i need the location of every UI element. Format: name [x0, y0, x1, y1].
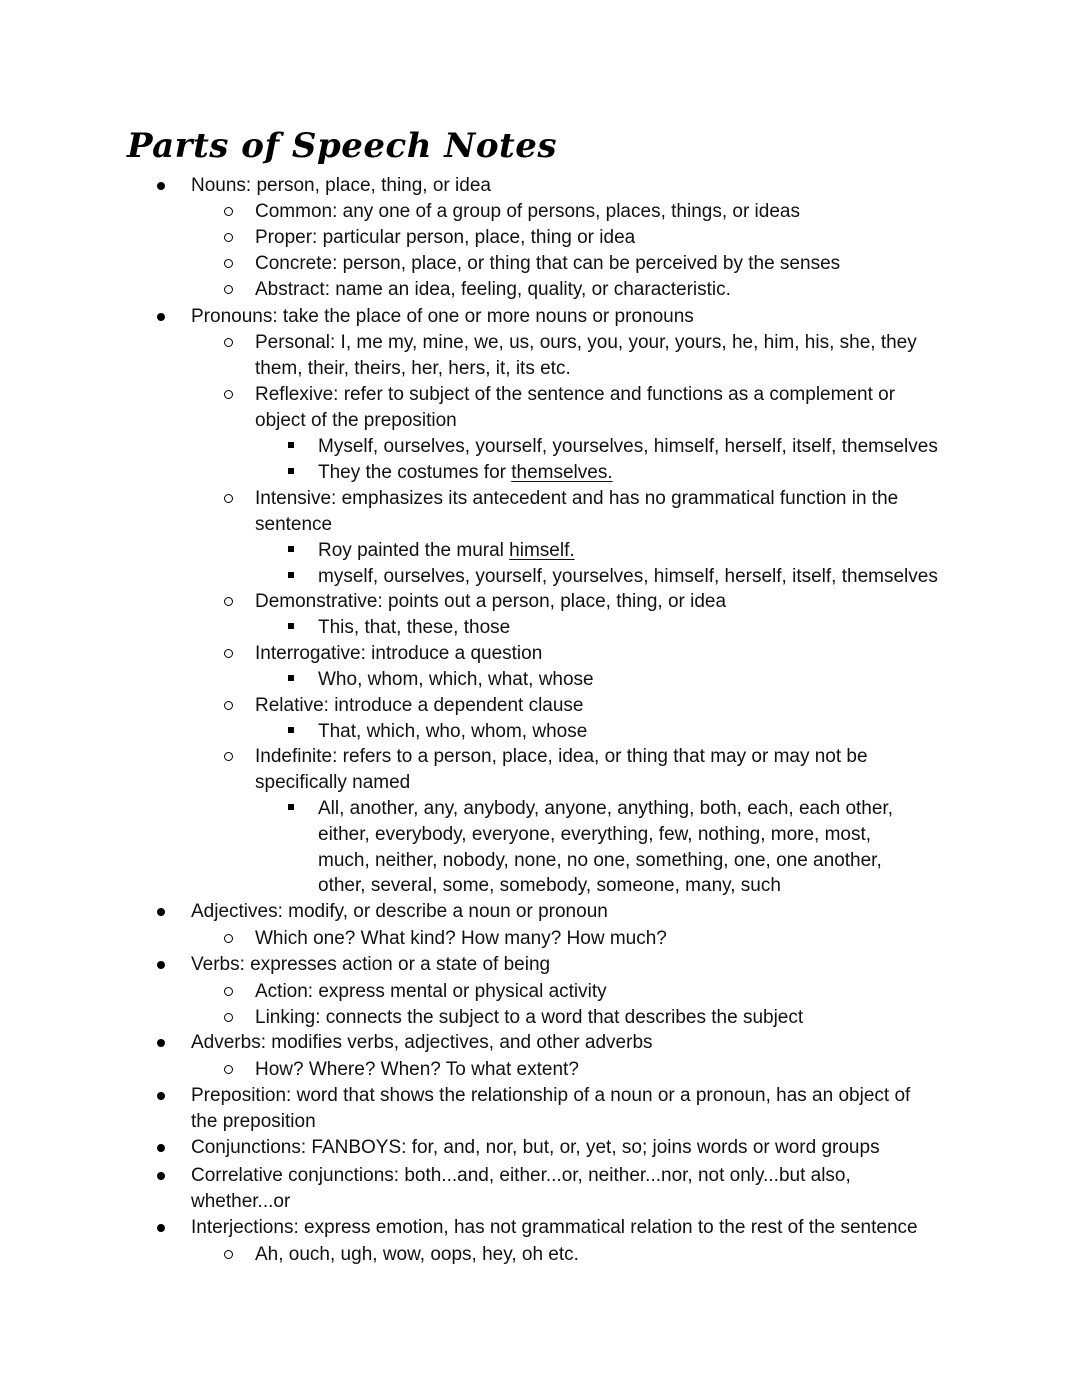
bullet-square [288, 572, 294, 578]
pronouns-interrogative: Interrogative: introduce a question [255, 643, 543, 664]
pronouns-intensive-line1: Intensive: emphasizes its antecedent and has no grammatical function in the [255, 488, 899, 509]
bullet-circle [224, 338, 233, 347]
relative-list: That, which, who, whom, whose [318, 721, 588, 742]
bullet-circle [224, 233, 233, 242]
pronouns-intensive-line2: sentence [255, 514, 333, 535]
adjectives-heading: Adjectives: modify, or describe a noun or pronoun [191, 901, 608, 922]
bullet-circle [224, 649, 233, 658]
indefinite-list-line: much, neither, nobody, none, no one, something, one, one another, [318, 850, 882, 871]
bullet-circle [224, 1065, 233, 1074]
correlative-line1: Correlative conjunctions: both...and, either...or, neither...nor, not only...but also, [191, 1165, 851, 1186]
bullet-circle [224, 285, 233, 294]
bullet-disc [157, 313, 165, 321]
bullet-circle [224, 701, 233, 710]
bullet-square [288, 675, 294, 681]
bullet-square [288, 546, 294, 552]
intensive-list: myself, ourselves, yourself, yourselves, himself, herself, itself, themselves [318, 566, 938, 587]
pronouns-personal-line1: Personal: I, me my, mine, we, us, ours, you, your, yours, he, him, his, she, they [255, 332, 917, 353]
bullet-circle [224, 259, 233, 268]
bullet-circle [224, 494, 233, 503]
adverbs-heading: Adverbs: modifies verbs, adjectives, and other adverbs [191, 1032, 653, 1053]
nouns-concrete: Concrete: person, place, or thing that can be perceived by the senses [255, 253, 841, 274]
preposition-line2: the preposition [191, 1111, 316, 1132]
correlative-line2: whether...or [191, 1191, 291, 1212]
bullet-disc [157, 908, 165, 916]
bullet-circle [224, 987, 233, 996]
pronouns-reflexive-line1: Reflexive: refer to subject of the sentence and functions as a complement or [255, 384, 896, 405]
bullet-square [288, 804, 294, 810]
reflexive-example [318, 460, 613, 486]
verbs-action: Action: express mental or physical activity [255, 981, 607, 1002]
indefinite-list-line: other, several, some, somebody, someone, many, such [318, 875, 781, 896]
pronouns-indefinite-line2: specifically named [255, 772, 411, 793]
interjections-examples: Ah, ouch, ugh, wow, oops, hey, oh etc. [255, 1244, 579, 1265]
bullet-disc [157, 182, 165, 190]
bullet-square [288, 727, 294, 733]
preposition-line1: Preposition: word that shows the relationship of a noun or a pronoun, has an object of [191, 1085, 911, 1106]
bullet-disc [157, 1144, 165, 1152]
intensive-example [318, 538, 575, 564]
bullet-square [288, 442, 294, 448]
intensive-example-text: Roy painted the mural [318, 540, 510, 561]
bullet-circle [224, 1013, 233, 1022]
indefinite-list-line: either, everybody, everyone, everything, few, nothing, more, most, [318, 824, 872, 845]
verbs-linking: Linking: connects the subject to a word that describes the subject [255, 1007, 804, 1028]
bullet-circle [224, 597, 233, 606]
nouns-abstract: Abstract: name an idea, feeling, quality, or characteristic. [255, 279, 731, 300]
intensive-example-underlined: himself. [509, 540, 575, 561]
demonstrative-list: This, that, these, those [318, 617, 511, 638]
conjunctions-heading: Conjunctions: FANBOYS: for, and, nor, but, or, yet, so; joins words or word groups [191, 1137, 880, 1158]
pronouns-demonstrative: Demonstrative: points out a person, place, thing, or idea [255, 591, 727, 612]
bullet-square [288, 623, 294, 629]
reflexive-example-text: They the costumes for [318, 462, 512, 483]
bullet-square [288, 468, 294, 474]
reflexive-example-underlined: themselves. [511, 462, 613, 483]
bullet-circle [224, 390, 233, 399]
page-title: Parts of Speech Notes [127, 126, 558, 166]
nouns-heading: Nouns: person, place, thing, or idea [191, 175, 491, 196]
indefinite-list-line: All, another, any, anybody, anyone, anything, both, each, each other, [318, 798, 893, 819]
pronouns-heading: Pronouns: take the place of one or more nouns or pronouns [191, 306, 694, 327]
bullet-circle [224, 207, 233, 216]
bullet-disc [157, 1224, 165, 1232]
bullet-disc [157, 1172, 165, 1180]
pronouns-indefinite-line1: Indefinite: refers to a person, place, idea, or thing that may or may not be [255, 746, 868, 767]
nouns-proper: Proper: particular person, place, thing or idea [255, 227, 636, 248]
bullet-circle [224, 752, 233, 761]
pronouns-personal-line2: them, their, theirs, her, hers, it, its etc. [255, 358, 571, 379]
pronouns-relative: Relative: introduce a dependent clause [255, 695, 584, 716]
interjections-heading: Interjections: express emotion, has not grammatical relation to the rest of the sentence [191, 1217, 918, 1238]
bullet-circle [224, 1250, 233, 1259]
reflexive-list: Myself, ourselves, yourself, yourselves, himself, herself, itself, themselves [318, 436, 938, 457]
pronouns-reflexive-line2: object of the preposition [255, 410, 457, 431]
nouns-common: Common: any one of a group of persons, places, things, or ideas [255, 201, 800, 222]
bullet-disc [157, 1039, 165, 1047]
interrogative-list: Who, whom, which, what, whose [318, 669, 594, 690]
verbs-heading: Verbs: expresses action or a state of being [191, 954, 551, 975]
bullet-disc [157, 961, 165, 969]
adjectives-questions: Which one? What kind? How many? How much? [255, 928, 667, 949]
bullet-circle [224, 934, 233, 943]
adverbs-questions: How? Where? When? To what extent? [255, 1059, 579, 1080]
bullet-disc [157, 1092, 165, 1100]
